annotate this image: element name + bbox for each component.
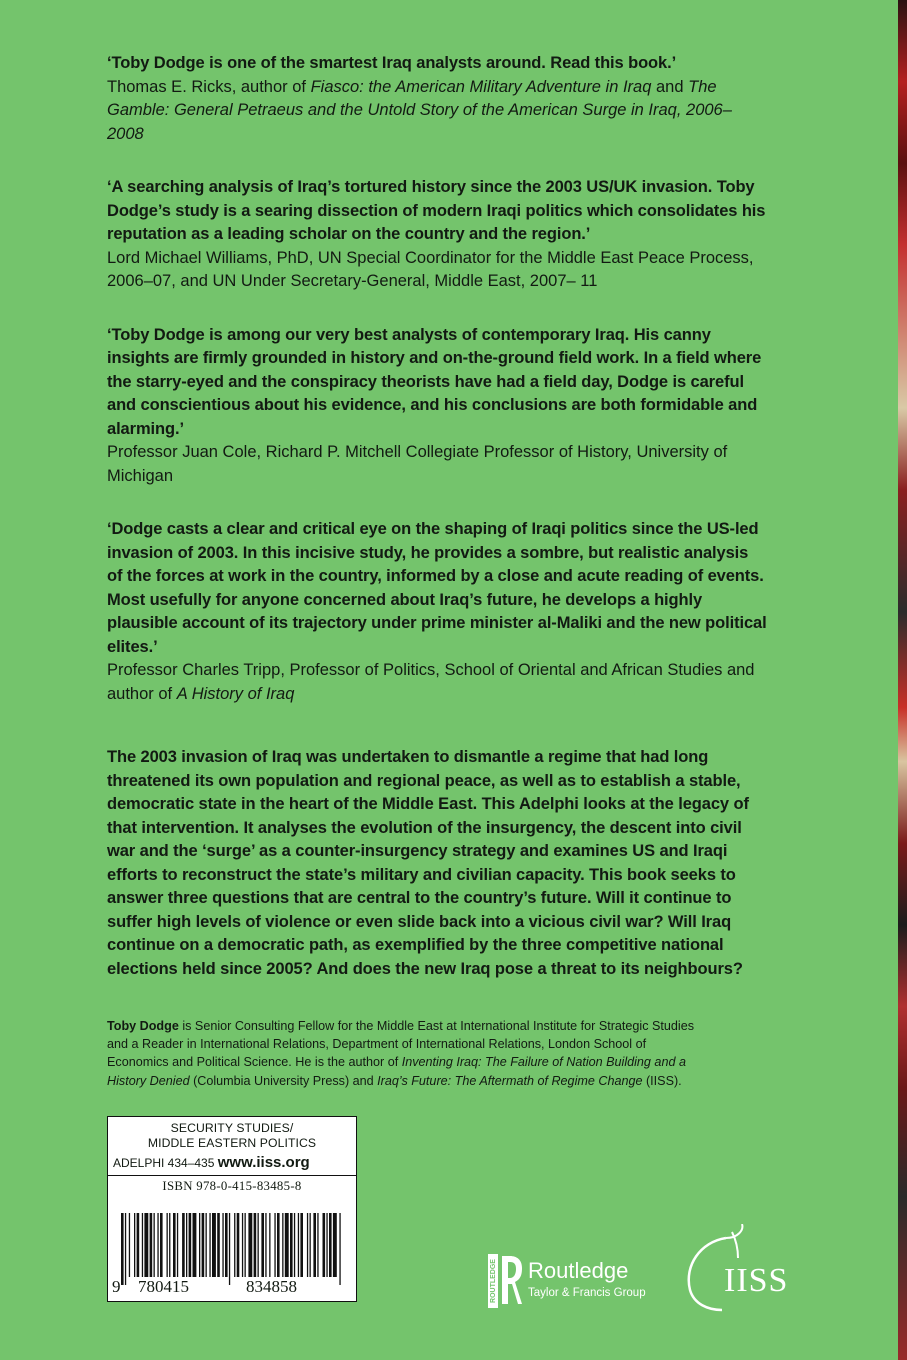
quote-text: ‘Toby Dodge is one of the smartest Iraq analysts around. Read this book.’	[107, 54, 677, 72]
barcode-icon	[121, 1213, 343, 1285]
routledge-wordmark: Routledge	[528, 1258, 629, 1283]
endorsement-williams	[107, 176, 767, 294]
book-description: The 2003 invasion of Iraq was undertaken to dismantle a regime that had long threatened its own population and regional peace, as well as to establish a stable, democratic state in the heart of the Middle East. This Adelphi looks at the legacy of that intervention. It analyses the evolution of the insurgency, the descent into civil war and the ‘surge’ as a counter-insurgency strategy and examines US and Iraqi efforts to reconstruct the state’s military and civilian capacity. This book seeks to answer three questions that are central to the country’s future. Will it continue to suffer high levels of violence or even slide back into a vicious civil war? Will Iraq continue on a democratic path, as exemplified by the three competitive national elections held since 2005? And does the new Iraq pose a threat to its neighbours?	[107, 748, 749, 978]
quote-text: ‘Toby Dodge is among our very best analysts of contemporary Iraq. His canny insights are firmly grounded in history and on-the-ground field work. In a field where the starry-eyed and the conspiracy theorists have had a field day, Dodge is careful and conscientious about his evidence, and his conclusions are both formidable and alarming.’	[107, 325, 762, 438]
quote-attribution: Professor Juan Cole, Richard P. Mitchell Collegiate Professor of History, University of Michigan	[107, 443, 728, 485]
endorsement-cole	[107, 324, 767, 489]
barcode-digits-right: 834858	[246, 1277, 297, 1296]
routledge-logo-icon	[488, 1254, 522, 1308]
publisher-logos	[488, 1222, 818, 1312]
author-bio: Toby Dodge is Senior Consulting Fellow for the Middle East at International Institute for Strategic Studies and a Reader in International Relations, Department of International Relations, London School of Economics and Political Science. He is the author of Inventing Iraq: The Failure of Nation Building and a History Denied (Columbia University Press) and Iraq’s Future: The Aftermath of Regime Change (IISS).	[107, 1019, 695, 1088]
series-number: ADELPHI 434–435	[113, 1156, 215, 1170]
routledge-spine-text: ROUTLEDGE	[489, 1259, 497, 1303]
website-url: www.iiss.org	[217, 1154, 310, 1171]
routledge-subtitle: Taylor & Francis Group	[528, 1287, 646, 1299]
iiss-wordmark: IISS	[724, 1262, 789, 1299]
endorsement-ricks	[107, 52, 767, 146]
book-title: Fiasco: the American Military Adventure in Iraq	[310, 77, 652, 96]
quote-attribution: Professor Charles Tripp, Professor of Politics, School of Oriental and African Studies and author of A History of Iraq	[107, 661, 755, 703]
isbn-text: ISBN 978-0-415-83485-8	[162, 1179, 302, 1193]
quote-text: ‘A searching analysis of Iraq’s tortured history since the 2003 US/UK invasion. Toby Dodge’s study is a searing dissection of modern Iraqi politics which consolidates his reputation as a leading scholar on the country and the region.’	[107, 178, 766, 243]
endorsement-tripp	[107, 518, 767, 706]
front-cover-edge	[898, 0, 907, 1360]
subject-category: SECURITY STUDIES/ MIDDLE EASTERN POLITICS	[147, 1121, 317, 1150]
barcode-panel	[107, 1116, 357, 1302]
author-name: Toby Dodge	[107, 1019, 179, 1033]
quote-attribution: Lord Michael Williams, PhD, UN Special Coordinator for the Middle East Peace Process, 2006–07, and UN Under Secretary-General, Middle East, 2007– 11	[107, 248, 754, 290]
book-title: Inventing Iraq: The Failure of Nation Building and a History Denied	[107, 1055, 686, 1088]
barcode-digits-left: 780415	[138, 1277, 189, 1296]
back-cover-text	[107, 52, 767, 1090]
book-title: The Gamble: General Petraeus and the Untold Story of the American Surge in Iraq, 2006–2008	[107, 77, 732, 143]
quote-attribution: Thomas E. Ricks, author of Fiasco: the American Military Adventure in Iraq and The Gamble: General Petraeus and the Untold Story of the American Surge in Iraq, 2006–2008	[107, 77, 732, 143]
book-title: Iraq’s Future: The Aftermath of Regime Change	[377, 1073, 643, 1088]
barcode-digit-prefix: 9	[112, 1277, 121, 1296]
quote-text: ‘Dodge casts a clear and critical eye on the shaping of Iraqi politics since the US-led invasion of 2003. In this incisive study, he provides a sombre, but realistic analysis of the forces at work in the country, informed by a close and acute reading of events. Most usefully for anyone concerned about Iraq’s future, he develops a highly plausible account of its trajectory under prime minister al-Maliki and the new political elites.’	[107, 520, 767, 656]
series-line	[108, 1151, 356, 1172]
book-title: A History of Iraq	[176, 684, 295, 703]
